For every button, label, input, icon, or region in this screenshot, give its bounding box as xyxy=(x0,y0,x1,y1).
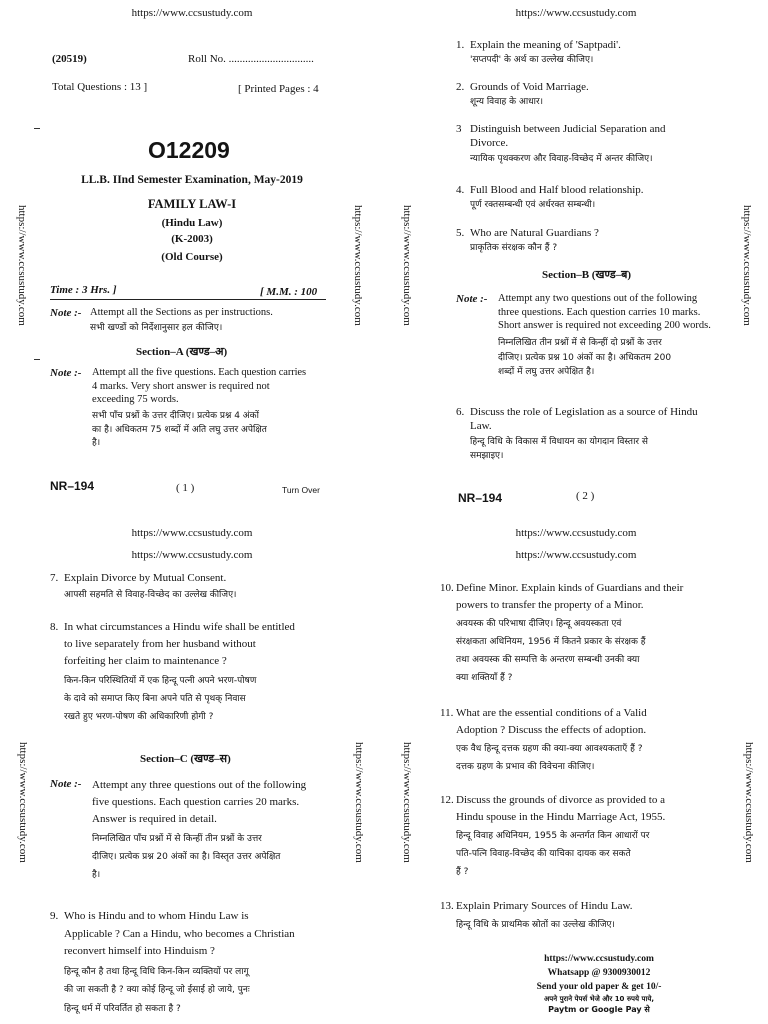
question-text-en: Discuss the grounds of divorce as provided to a xyxy=(456,794,665,806)
section-c-instructions xyxy=(92,777,370,883)
section-b-line3: Short answer is required not exceeding 200 words. xyxy=(498,320,711,332)
paper-number: (20519) xyxy=(52,53,87,65)
subject-sub2: (K-2003) xyxy=(171,233,213,245)
side-watermark-right: https://www.ccsustudy.com xyxy=(352,205,364,326)
question-number: 2. xyxy=(456,81,465,93)
side-watermark-right: https://www.ccsustudy.com xyxy=(353,742,365,863)
section-c-note-label: Note :- xyxy=(50,778,82,790)
header-url[interactable]: https://www.ccsustudy.com xyxy=(131,527,253,539)
subject-sub1: (Hindu Law) xyxy=(161,217,223,229)
question-text-hi: प्राकृतिक संरक्षक कौन हैं ? xyxy=(470,243,558,254)
side-watermark-left: https://www.ccsustudy.com xyxy=(16,205,28,326)
section-c-hi2: दीजिए। प्रत्येक प्रश्न 20 अंकों का है। विस्तृत उत्तर अपेक्षित xyxy=(92,852,281,863)
section-a-heading: Section–A (खण्ड–अ) xyxy=(136,346,228,358)
header-rule xyxy=(50,299,326,300)
question-text-hi: हिन्दू विधि के प्राथमिक स्रोतों का उल्लेख कीजिए। xyxy=(456,920,615,931)
question-10 xyxy=(440,580,730,686)
question-text-hi-cont: पति-पत्नि विवाह-विच्छेद की याचिका दायक कर सकते xyxy=(456,849,631,860)
note-text-hi: सभी खण्डों को निर्देशानुसार हल कीजिए। xyxy=(90,323,223,333)
promo-offer: Send your old paper & get 10/- xyxy=(536,981,662,992)
question-text-en-cont: powers to transfer the property of a Minor. xyxy=(456,599,644,612)
section-b-instructions xyxy=(498,292,754,379)
max-marks: [ M.M. : 100 xyxy=(260,286,318,298)
question-text-en: Discuss the role of Legislation as a source of Hindu xyxy=(470,406,698,418)
header-url-2[interactable]: https://www.ccsustudy.com xyxy=(131,549,253,561)
exam-page-4 xyxy=(384,512,768,1024)
header-url[interactable]: https://www.ccsustudy.com xyxy=(515,527,637,539)
question-text-hi-cont: समझाइए। xyxy=(470,451,504,462)
question-1 xyxy=(456,38,756,67)
question-text-en: Who are Natural Guardians ? xyxy=(470,227,599,239)
question-5 xyxy=(456,226,756,255)
header-url[interactable]: https://www.ccsustudy.com xyxy=(131,7,253,19)
promo-payment: Paytm or Google Pay से xyxy=(548,1005,650,1015)
section-a-hi1: सभी पाँच प्रश्नों के उत्तर दीजिए। प्रत्येक प्रश्न 4 अंकों xyxy=(92,410,259,421)
side-watermark-left: https://www.ccsustudy.com xyxy=(17,742,29,863)
subject-sub3: (Old Course) xyxy=(161,251,223,263)
question-number: 13. xyxy=(440,900,454,912)
page-number: ( 2 ) xyxy=(576,490,595,502)
question-12 xyxy=(440,792,730,880)
question-text-hi-cont: हैं ? xyxy=(456,866,469,877)
question-number: 6. xyxy=(456,406,465,418)
printed-pages: [ Printed Pages : 4 xyxy=(238,83,319,95)
turn-over: Turn Over xyxy=(282,485,320,495)
side-watermark-left: https://www.ccsustudy.com xyxy=(401,205,413,326)
footer-code: NR–194 xyxy=(458,491,503,505)
question-number: 10. xyxy=(440,582,454,594)
question-text-en: Explain Primary Sources of Hindu Law. xyxy=(456,900,633,912)
section-b-hi3: शब्दों में लघु उत्तर अपेक्षित है। xyxy=(498,367,595,378)
promo-whatsapp: Whatsapp @ 9300930012 xyxy=(547,967,651,978)
roll-no-field: Roll No. ............................... xyxy=(188,53,314,65)
question-number: 9. xyxy=(50,910,59,922)
question-text-hi: 'सप्तपदी' के अर्थ का उल्लेख कीजिए। xyxy=(470,55,594,66)
subject-title: FAMILY LAW-I xyxy=(147,197,237,211)
question-text-hi: शून्य विवाह के आधार। xyxy=(470,97,544,108)
margin-mark xyxy=(34,128,40,129)
question-text-hi-cont: तथा अवयस्क की सम्पत्ति के अन्तरण सम्बन्धी उनकी क्या xyxy=(456,654,640,665)
question-text-en-cont: reconvert himself into Hinduism ? xyxy=(64,945,215,958)
question-text-hi: हिन्दू कौन है तथा हिन्दू विधि किन-किन व्यक्तियों पर लागू xyxy=(64,966,249,977)
question-text-hi: एक वैध हिन्दू दत्तक ग्रहण की क्या-क्या आवश्यकताएँ हैं ? xyxy=(456,744,643,755)
promo-url[interactable]: https://www.ccsustudy.com xyxy=(544,954,654,964)
question-number: 7. xyxy=(50,572,59,584)
question-text-en-cont: forfeiting her claim to maintenance ? xyxy=(64,655,227,668)
section-c-line3: Answer is required in detail. xyxy=(92,813,217,826)
side-watermark-right: https://www.ccsustudy.com xyxy=(743,742,755,863)
page-number: ( 1 ) xyxy=(176,482,195,494)
question-text-en: Grounds of Void Marriage. xyxy=(470,81,589,93)
question-text-en: Explain the meaning of 'Saptpadi'. xyxy=(470,39,621,51)
question-text-hi: हिन्दू विधि के विकास में विधायन का योगदान विस्तार से xyxy=(470,436,649,447)
question-text-hi-cont: दत्तक ग्रहण के प्रभाव की विवेचना कीजिए। xyxy=(456,762,595,773)
question-number: 4. xyxy=(456,184,465,196)
time-allowed: Time : 3 Hrs. ] xyxy=(50,284,117,296)
promo-block xyxy=(474,953,724,1016)
margin-mark xyxy=(34,359,40,360)
question-number: 3 xyxy=(456,123,462,135)
question-6 xyxy=(456,405,756,463)
question-text-en: Explain Divorce by Mutual Consent. xyxy=(64,572,227,584)
section-a-line3: exceeding 75 words. xyxy=(92,394,179,406)
section-c-heading: Section–C (खण्ड–स) xyxy=(140,753,231,765)
question-text-en-cont: Hindu spouse in the Hindu Marriage Act, 1955. xyxy=(456,811,666,824)
section-a-line1: Attempt all the five questions. Each question carries xyxy=(92,367,306,378)
question-text-hi-cont: हिन्दू धर्म में परिवर्तित हो सकता है ? xyxy=(64,1003,181,1014)
question-7 xyxy=(50,571,370,602)
question-text-en: What are the essential conditions of a Valid xyxy=(456,707,647,719)
question-text-en: In what circumstances a Hindu wife shall be entitled xyxy=(64,621,295,633)
exam-page-2 xyxy=(384,0,768,512)
question-2 xyxy=(456,80,756,109)
question-text-en: Define Minor. Explain kinds of Guardians and their xyxy=(456,582,684,594)
question-text-en-cont: to live separately from her husband without xyxy=(64,638,256,651)
question-text-en: Distinguish between Judicial Separation and xyxy=(470,123,666,135)
question-text-hi-cont: की जा सकती है ? क्या कोई हिन्दू जो ईसाई हो जाये, पुनः xyxy=(64,985,250,996)
question-number: 11. xyxy=(440,707,454,719)
section-c-line2: five questions. Each question carries 20 marks. xyxy=(92,796,300,809)
section-a-hi2: का है। अधिकतम 75 शब्दों में अति लघु उत्तर अपेक्षित xyxy=(92,424,267,435)
section-a-note-label: Note :- xyxy=(50,367,82,379)
section-b-line2: three questions. Each question carries 10 marks. xyxy=(498,306,701,318)
question-number: 5. xyxy=(456,227,465,239)
question-text-hi: न्यायिक पृथक्करण और विवाह-विच्छेद में अन्तर कीजिए। xyxy=(470,153,653,164)
footer-code: NR–194 xyxy=(50,479,95,493)
note-label: Note :- xyxy=(50,307,82,319)
question-text-en: Full Blood and Half blood relationship. xyxy=(470,184,644,196)
question-number: 1. xyxy=(456,39,465,51)
question-8 xyxy=(50,619,370,725)
section-b-heading: Section–B (खण्ड–ब) xyxy=(542,269,632,281)
question-text-hi-cont: संरक्षकता अधिनियम, 1956 में कितने प्रकार के संरक्षक हैं xyxy=(456,637,646,648)
exam-page-3 xyxy=(0,512,384,1024)
question-text-hi-cont: क्या शक्तियाँ हैं ? xyxy=(456,672,513,683)
question-4 xyxy=(456,183,756,212)
question-text-hi: हिन्दू विवाह अधिनियम, 1955 के अन्तर्गत किन आधारों पर xyxy=(456,831,650,842)
question-text-hi: आपसी सहमति से विवाह-विच्छेद का उल्लेख कीजिए। xyxy=(64,590,237,601)
section-c-line1: Attempt any three questions out of the following xyxy=(92,779,307,791)
question-3 xyxy=(456,122,756,165)
exam-title: LL.B. IInd Semester Examination, May-2019 xyxy=(81,174,303,186)
section-b-note-label: Note :- xyxy=(456,293,488,305)
question-text-en-cont: Adoption ? Discuss the effects of adoption. xyxy=(456,724,647,737)
section-a-hi3: है। xyxy=(92,438,101,449)
header-url-2[interactable]: https://www.ccsustudy.com xyxy=(515,549,637,561)
side-watermark-right: https://www.ccsustudy.com xyxy=(741,205,753,326)
question-11 xyxy=(440,705,730,775)
question-number: 12. xyxy=(440,794,454,806)
question-text-en: Who is Hindu and to whom Hindu Law is xyxy=(64,910,249,922)
section-a-line2: 4 marks. Very short answer is required not xyxy=(92,380,270,392)
total-questions: Total Questions : 13 ] xyxy=(52,81,148,93)
question-text-hi-cont: के दावे को समाप्त किए बिना अपने पति से पृथक् निवास xyxy=(64,694,246,705)
question-text-en-cont: Divorce. xyxy=(470,137,509,150)
section-c-hi3: है। xyxy=(92,870,101,881)
promo-offer-hi: अपने पुराने पेपर्स भेजे और 10 रुपये पाये, xyxy=(543,995,655,1004)
question-text-hi: पूर्ण रक्तसम्बन्धी एवं अर्धरक्त सम्बन्धी। xyxy=(470,200,596,211)
exam-page-1 xyxy=(0,0,384,512)
note-text-en: Attempt all the Sections as per instructions. xyxy=(90,307,273,318)
question-text-en-cont: Applicable ? Can a Hindu, who becomes a Christian xyxy=(64,927,295,940)
header-url[interactable]: https://www.ccsustudy.com xyxy=(515,7,637,19)
section-c-hi1: निम्नलिखित पाँच प्रश्नों में से किन्हीं तीन प्रश्नों के उत्तर xyxy=(92,834,262,845)
section-a-instructions xyxy=(92,366,324,450)
section-b-hi2: दीजिए। प्रत्येक प्रश्न 10 अंकों का है। अधिकतम 200 xyxy=(498,352,672,363)
paper-code: O12209 xyxy=(148,137,230,163)
question-text-hi-cont: रखते हुए भरण-पोषण की अधिकारिणी होगी ? xyxy=(64,712,214,723)
section-b-hi1: निम्नलिखित तीन प्रश्नों में से किन्हीं दो प्रश्नों के उत्तर xyxy=(498,337,662,348)
question-text-en-cont: Law. xyxy=(470,420,492,433)
question-text-hi: किन-किन परिस्थितियों में एक हिन्दू पत्नी अपने भरण-पोषण xyxy=(64,676,257,687)
side-watermark-left: https://www.ccsustudy.com xyxy=(401,742,413,863)
question-text-hi: अवयस्क की परिभाषा दीजिए। हिन्दू अवयस्कता एवं xyxy=(456,619,622,630)
question-13 xyxy=(440,898,730,933)
question-number: 8. xyxy=(50,621,59,633)
section-b-line1: Attempt any two questions out of the following xyxy=(498,293,698,304)
question-9 xyxy=(50,908,370,1016)
